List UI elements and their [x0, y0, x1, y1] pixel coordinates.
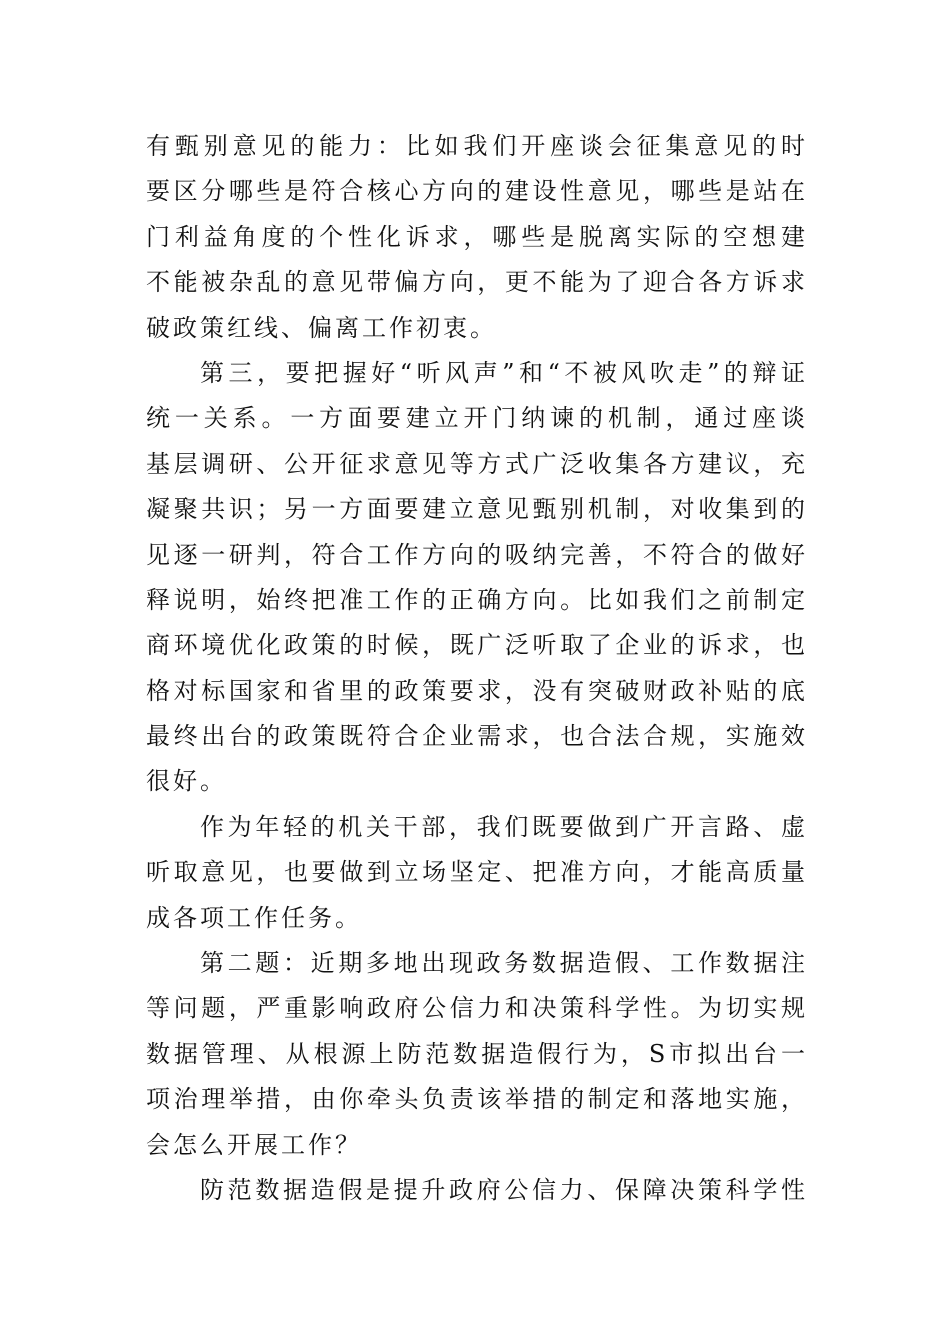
document-body	[146, 124, 808, 1213]
text-line: 统一关系。一方面要建立开门纳谏的机制，通过座谈	[146, 404, 808, 433]
paragraph-question-two	[146, 941, 808, 1168]
text-line: 等问题，严重影响政府公信力和决策科学性。为切实规	[146, 994, 808, 1023]
text-line: 有甄别意见的能力：比如我们开座谈会征集意见的时	[146, 132, 808, 160]
text-line: 项治理举措，由你牵头负责该举措的制定和落地实施，	[146, 1085, 808, 1114]
text-line: 商环境优化政策的时候，既广泛听取了企业的诉求，也	[146, 631, 808, 660]
text-line: 很好。	[146, 767, 227, 796]
text-line: 破政策红线、偏离工作初衷。	[146, 313, 497, 342]
text-line: 最终出台的政策既符合企业需求，也合法合规，实施效	[146, 722, 808, 751]
paragraph-continuation	[146, 124, 808, 351]
text-line: 第三，要把握好“听风声”和“不被风吹走”的辩证	[200, 358, 808, 387]
text-line: 基层调研、公开征求意见等方式广泛收集各方建议，充	[146, 449, 808, 478]
text-line: 门利益角度的个性化诉求，哪些是脱离实际的空想建	[146, 222, 808, 251]
text-line: 数据管理、从根源上防范数据造假行为，S市拟出台一	[146, 1039, 808, 1068]
text-line: 防范数据造假是提升政府公信力、保障决策科学性	[200, 1175, 808, 1204]
text-line: 成各项工作任务。	[146, 903, 362, 932]
text-line: 要区分哪些是符合核心方向的建设性意见，哪些是站在	[146, 177, 808, 206]
paragraph-point-three	[146, 351, 808, 805]
paragraph-conclusion	[146, 805, 808, 941]
text-line: 凝聚共识；另一方面要建立意见甄别机制，对收集到的	[146, 495, 808, 524]
text-line: 释说明，始终把准工作的正确方向。比如我们之前制定	[146, 585, 808, 614]
paragraph-answer-start	[146, 1168, 808, 1213]
text-line: 会怎么开展工作？	[146, 1130, 362, 1159]
text-line: 见逐一研判，符合工作方向的吸纳完善，不符合的做好	[146, 540, 808, 569]
text-line: 格对标国家和省里的政策要求，没有突破财政补贴的底	[146, 676, 808, 705]
text-line: 第二题：近期多地出现政务数据造假、工作数据注	[200, 949, 808, 978]
text-line: 听取意见，也要做到立场坚定、把准方向，才能高质量	[146, 858, 808, 887]
text-line: 不能被杂乱的意见带偏方向，更不能为了迎合各方诉求	[146, 268, 808, 297]
text-line: 作为年轻的机关干部，我们既要做到广开言路、虚	[200, 812, 808, 841]
